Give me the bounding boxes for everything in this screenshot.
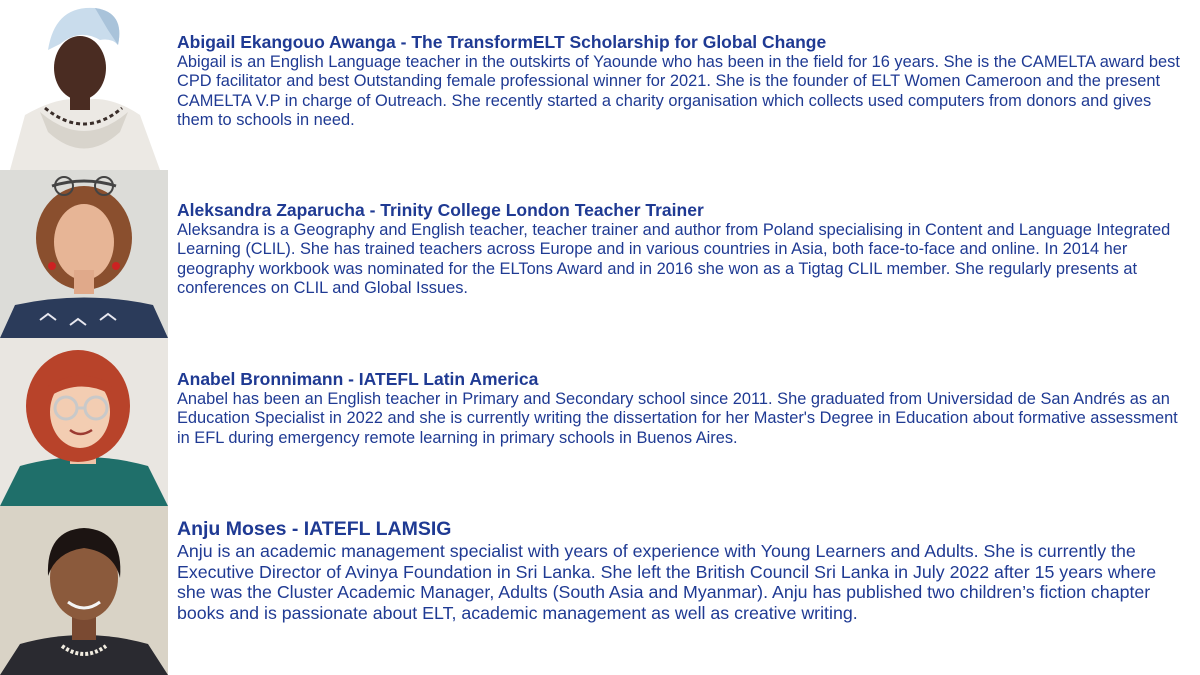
profile-bio: Abigail is an English Language teacher in the outskirts of Yaounde who has been in the field for 16 years. She is the CAMELTA award best CPD facilitator and best Outstanding female professional winner for 2021. She is the founder of ELT Women Cameroon and the present CAMELTA V.P in charge of Outreach. She recently started a charity organisation which collects used computers from donors and gives them to schools in need. xyxy=(177,53,1180,130)
profile-photo xyxy=(0,0,168,170)
profile-name: Anju Moses - IATEFL LAMSIG xyxy=(177,518,452,540)
profile-anju xyxy=(0,506,1200,675)
profile-name: Aleksandra Zaparucha - Trinity College London Teacher Trainer xyxy=(177,200,704,220)
profile-name: Anabel Bronnimann - IATEFL Latin America xyxy=(177,369,539,389)
profile-text xyxy=(177,368,1186,448)
profile-name: Abigail Ekangouo Awanga - The TransformELT Scholarship for Global Change xyxy=(177,32,827,52)
profile-photo xyxy=(0,338,168,506)
profile-bio: Anabel has been an English teacher in Primary and Secondary school since 2011. She graduated from Universidad de San Andrés as an Education Specialist in 2022 and she is currently writing the dissertation for her Master's Degree in Education about formative assessment in EFL during emergency remote learning in primary schools in Buenos Aires. xyxy=(177,390,1178,447)
profile-bio: Anju is an academic management specialist with years of experience with Young Learners and Adults. She is currently the Executive Director of Avinya Foundation in Sri Lanka. She left the British Council Sri Lanka in July 2022 after 15 years where she was the Cluster Academic Manager, Adults (South Asia and Myanmar). Anju has published two children’s fiction chapter books and is passionate about ELT, academic management as well as creative writing. xyxy=(177,541,1157,623)
profile-photo xyxy=(0,170,168,338)
profile-photo xyxy=(0,506,168,675)
profile-abigail xyxy=(0,0,1200,170)
profile-text xyxy=(177,31,1186,131)
profile-aleksandra xyxy=(0,170,1200,338)
profile-bio: Aleksandra is a Geography and English teacher, teacher trainer and author from Poland specialising in Content and Language Integrated Learning (CLIL). She has trained teachers across Europe and in various countries in Asia, both face-to-face and online. In 2014 her geography workbook was nominated for the ELTons Award and in 2016 she won as a Tigtag CLIL member. She regularly presents at conferences on CLIL and Global Issues. xyxy=(177,221,1171,298)
profile-text xyxy=(177,518,1186,623)
profile-anabel xyxy=(0,338,1200,506)
profile-text xyxy=(177,199,1186,299)
